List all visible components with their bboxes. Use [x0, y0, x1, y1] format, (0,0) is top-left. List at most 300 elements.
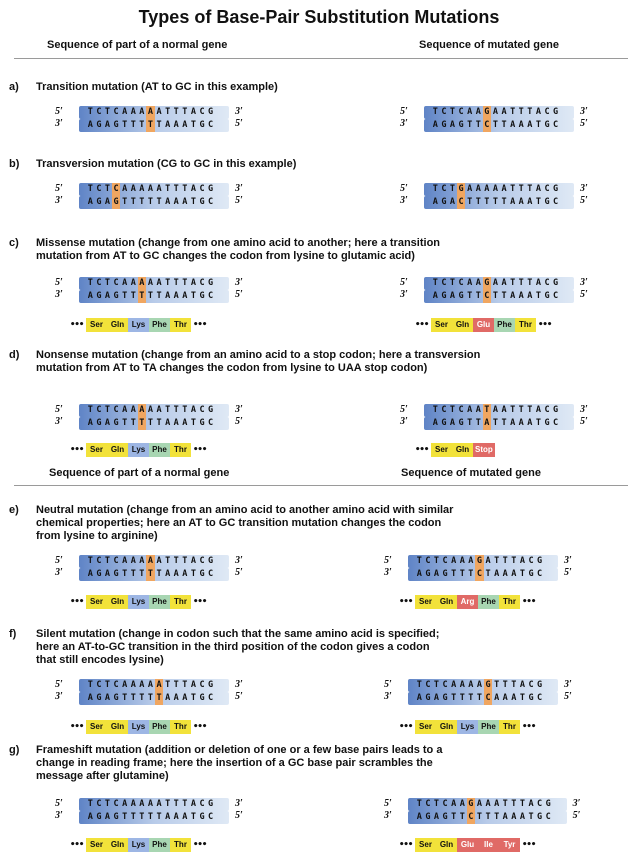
base: G	[442, 569, 448, 579]
base: A	[494, 693, 500, 703]
base: A	[173, 120, 179, 130]
base: T	[459, 693, 465, 703]
base: A	[475, 405, 481, 415]
base: T	[511, 556, 517, 566]
normal-dna-pair	[55, 679, 275, 705]
base: A	[165, 120, 171, 130]
base: T	[476, 693, 483, 703]
amino-acid-thr: Thr	[515, 318, 536, 332]
base: T	[519, 799, 525, 809]
base: C	[96, 556, 102, 566]
base: G	[113, 418, 119, 428]
base: A	[190, 184, 196, 194]
base: T	[104, 184, 111, 194]
three-prime-label: 3′	[564, 679, 572, 690]
five-prime-label: 5′	[400, 183, 408, 194]
base: C	[553, 418, 559, 428]
base: G	[528, 693, 534, 703]
base: T	[467, 291, 473, 301]
ellipsis-dots: •••	[70, 597, 84, 607]
base: A	[485, 799, 491, 809]
base: A	[182, 418, 188, 428]
amino-acid-lys: Lys	[128, 595, 149, 609]
base: A	[485, 556, 491, 566]
base: G	[544, 120, 550, 130]
base: G	[113, 569, 119, 579]
base: G	[553, 405, 559, 415]
base: T	[182, 278, 188, 288]
base: T	[182, 107, 188, 117]
ellipsis-dots: •••	[538, 320, 552, 330]
amino-acid-gln: Gln	[107, 595, 128, 609]
base: T	[432, 405, 438, 415]
mutated-dna-pair	[384, 798, 604, 824]
ellipsis-dots: •••	[522, 597, 536, 607]
base: A	[87, 197, 93, 207]
base: A	[104, 197, 111, 207]
base: G	[199, 197, 205, 207]
base: A	[459, 799, 465, 809]
base: G	[441, 120, 447, 130]
base: C	[199, 184, 205, 194]
base: A	[527, 120, 533, 130]
base: A	[510, 197, 516, 207]
base: T	[492, 418, 499, 428]
base: T	[130, 569, 136, 579]
base: A	[190, 405, 196, 415]
base: C	[553, 120, 559, 130]
base: A	[433, 693, 440, 703]
base: A	[502, 812, 508, 822]
base: G	[113, 693, 119, 703]
base: C	[441, 107, 447, 117]
base: T	[484, 197, 490, 207]
base: T	[476, 812, 483, 822]
base: T	[87, 405, 93, 415]
base: G	[199, 693, 205, 703]
five-prime-label: 5′	[580, 118, 588, 129]
base: T	[156, 197, 162, 207]
base: T	[451, 693, 457, 703]
three-prime-label: 3′	[572, 798, 581, 809]
base: A	[104, 291, 111, 301]
five-prime-label: 5′	[580, 195, 588, 206]
base: G	[96, 197, 102, 207]
amino-acid-phe: Phe	[149, 318, 170, 332]
base: T	[122, 812, 128, 822]
base: T	[87, 278, 93, 288]
base: T	[475, 291, 481, 301]
base: A	[518, 197, 524, 207]
normal-protein	[70, 318, 209, 332]
section-heading: Neutral mutation (change from an amino acid to another amino acid with similar chemical properties; here an AT to GC transition mutation changes the codon from lysine to arginine)	[36, 504, 454, 542]
top-strand	[79, 404, 229, 417]
five-prime-label: 5′	[55, 106, 63, 117]
base: T	[535, 291, 541, 301]
amino-acid-ser: Ser	[415, 595, 436, 609]
base: G	[485, 680, 491, 690]
amino-acid-gln: Gln	[436, 595, 457, 609]
amino-acid-phe: Phe	[494, 318, 515, 332]
bottom-strand	[79, 119, 229, 132]
base: T	[165, 556, 171, 566]
base: G	[113, 120, 119, 130]
section-letter: b)	[9, 158, 20, 170]
normal-protein	[70, 443, 209, 457]
base: C	[113, 184, 119, 194]
base: T	[494, 556, 500, 566]
base: A	[147, 278, 154, 288]
base: C	[442, 799, 448, 809]
three-prime-label: 3′	[580, 106, 588, 117]
base: A	[475, 184, 481, 194]
base: T	[433, 556, 440, 566]
ellipsis-dots: •••	[193, 320, 207, 330]
base: G	[545, 799, 551, 809]
base: A	[451, 680, 457, 690]
three-prime-label: 3′	[235, 679, 243, 690]
base: T	[147, 569, 154, 579]
base: A	[182, 120, 188, 130]
base: C	[544, 107, 550, 117]
amino-acid-thr: Thr	[170, 318, 191, 332]
base: T	[433, 680, 440, 690]
base: T	[173, 799, 179, 809]
base: T	[527, 107, 533, 117]
base: T	[139, 812, 145, 822]
base: A	[173, 569, 179, 579]
base: A	[173, 418, 179, 428]
base: A	[468, 680, 474, 690]
base: T	[190, 197, 196, 207]
normal-dna-pair	[55, 277, 275, 303]
base: C	[208, 693, 214, 703]
base: T	[528, 812, 534, 822]
base: T	[459, 569, 465, 579]
base: A	[165, 197, 171, 207]
base: A	[190, 556, 196, 566]
amino-acid-lys: Lys	[457, 720, 478, 734]
base: T	[139, 569, 145, 579]
base: T	[122, 569, 128, 579]
section-letter: c)	[9, 237, 19, 249]
three-prime-label: 3′	[235, 106, 243, 117]
base: G	[484, 278, 490, 288]
base: A	[449, 197, 456, 207]
base: A	[527, 418, 533, 428]
five-prime-label: 5′	[400, 106, 408, 117]
base: T	[130, 291, 136, 301]
base: T	[433, 799, 440, 809]
base: A	[182, 812, 188, 822]
base: A	[190, 799, 196, 809]
five-prime-label: 5′	[384, 798, 392, 809]
base: T	[156, 120, 162, 130]
base: A	[519, 680, 525, 690]
base: T	[104, 799, 111, 809]
base: T	[139, 197, 145, 207]
base: T	[182, 556, 188, 566]
base: C	[458, 107, 464, 117]
base: A	[156, 405, 162, 415]
base: T	[518, 278, 524, 288]
base: A	[501, 405, 507, 415]
base: G	[199, 812, 205, 822]
mutated-dna-pair	[400, 183, 620, 209]
normal-dna-pair	[55, 555, 275, 581]
base: T	[147, 197, 154, 207]
base: C	[113, 556, 119, 566]
three-prime-label: 3′	[235, 404, 243, 415]
base: G	[425, 569, 431, 579]
bottom-strand	[79, 417, 229, 430]
base: A	[510, 120, 516, 130]
amino-acid-glu: Glu	[473, 318, 494, 332]
base: C	[96, 184, 102, 194]
base: A	[518, 120, 524, 130]
base: A	[535, 184, 541, 194]
base: T	[104, 556, 111, 566]
five-prime-label: 5′	[580, 416, 588, 427]
three-prime-label: 3′	[564, 555, 572, 566]
amino-acid-lys: Lys	[128, 318, 149, 332]
base: G	[544, 291, 550, 301]
middle-divider	[14, 485, 628, 486]
base: T	[502, 799, 508, 809]
base: A	[130, 556, 136, 566]
amino-acid-phe: Phe	[149, 595, 170, 609]
base: A	[527, 197, 533, 207]
base: T	[147, 693, 154, 703]
base: G	[468, 799, 474, 809]
base: A	[492, 184, 499, 194]
base: C	[484, 291, 490, 301]
three-prime-label: 3′	[55, 567, 63, 578]
section-heading: Frameshift mutation (addition or deletion of one or a few base pairs leads to a change in reading frame; here the insertion of a GC base pair scrambles the message after glutamine)	[36, 744, 443, 782]
base: A	[467, 107, 473, 117]
top-strand	[408, 798, 567, 811]
mutated-protein	[415, 443, 495, 457]
base: G	[528, 569, 534, 579]
base: A	[139, 107, 145, 117]
base: C	[537, 569, 543, 579]
base: A	[494, 799, 500, 809]
amino-acid-thr: Thr	[170, 443, 191, 457]
header-mutated: Sequence of mutated gene	[419, 39, 559, 51]
mutated-dna-pair	[384, 679, 604, 705]
base: C	[553, 291, 559, 301]
base: T	[502, 680, 508, 690]
base: C	[199, 799, 205, 809]
base: A	[449, 418, 456, 428]
five-prime-label: 5′	[55, 555, 63, 566]
base: G	[442, 693, 448, 703]
base: T	[451, 812, 457, 822]
normal-protein	[70, 595, 209, 609]
amino-acid-gln: Gln	[436, 720, 457, 734]
bottom-strand	[79, 692, 229, 705]
amino-acid-stop: Stop	[473, 443, 495, 457]
base: T	[510, 107, 516, 117]
base: T	[182, 799, 188, 809]
base: T	[130, 693, 136, 703]
base: G	[96, 812, 102, 822]
base: A	[432, 291, 438, 301]
base: T	[485, 569, 491, 579]
base: A	[165, 291, 171, 301]
base: C	[96, 278, 102, 288]
three-prime-label: 3′	[400, 289, 408, 300]
base: T	[165, 405, 171, 415]
base: A	[467, 405, 473, 415]
base: A	[87, 693, 93, 703]
three-prime-label: 3′	[55, 118, 63, 129]
base: T	[502, 556, 508, 566]
amino-acid-tyr: Tyr	[499, 838, 520, 852]
base: T	[182, 680, 188, 690]
base: G	[425, 812, 431, 822]
base: T	[449, 184, 456, 194]
base: G	[458, 291, 464, 301]
base: A	[519, 812, 525, 822]
base: T	[467, 418, 473, 428]
normal-protein	[70, 720, 209, 734]
base: T	[190, 812, 196, 822]
base: T	[467, 197, 473, 207]
base: G	[208, 107, 214, 117]
base: C	[528, 556, 534, 566]
base: A	[130, 107, 136, 117]
top-strand	[408, 679, 558, 692]
bottom-strand	[79, 196, 229, 209]
section-letter: d)	[9, 349, 20, 361]
amino-acid-ser: Ser	[86, 838, 107, 852]
base: T	[173, 278, 179, 288]
base: G	[96, 693, 102, 703]
three-prime-label: 3′	[235, 183, 243, 194]
base: A	[511, 693, 517, 703]
three-prime-label: 3′	[55, 416, 63, 427]
base: A	[501, 278, 507, 288]
base: A	[156, 799, 162, 809]
base: T	[190, 120, 196, 130]
amino-acid-glu: Glu	[457, 838, 478, 852]
base: C	[544, 184, 550, 194]
section-letter: e)	[9, 504, 19, 516]
normal-dna-pair	[55, 798, 275, 824]
bottom-strand	[408, 568, 558, 581]
base: A	[122, 184, 128, 194]
base: T	[104, 278, 111, 288]
base: G	[476, 556, 483, 566]
amino-acid-gln: Gln	[107, 318, 128, 332]
base: T	[165, 278, 171, 288]
top-strand	[79, 798, 229, 811]
base: T	[475, 197, 481, 207]
ellipsis-dots: •••	[399, 597, 413, 607]
base: T	[139, 291, 145, 301]
base: C	[544, 405, 550, 415]
base: T	[130, 418, 136, 428]
three-prime-label: 3′	[235, 798, 243, 809]
base: A	[104, 693, 111, 703]
base: A	[527, 291, 533, 301]
base: A	[494, 569, 500, 579]
five-prime-label: 5′	[235, 289, 243, 300]
base: A	[147, 107, 154, 117]
base: T	[156, 812, 162, 822]
base: G	[442, 812, 448, 822]
base: T	[147, 291, 154, 301]
bottom-strand	[408, 692, 558, 705]
base: G	[208, 556, 214, 566]
header-mutated-2: Sequence of mutated gene	[401, 467, 541, 479]
section-letter: a)	[9, 81, 19, 93]
ellipsis-dots: •••	[399, 722, 413, 732]
mutated-dna-pair	[400, 106, 620, 132]
base: A	[492, 405, 499, 415]
base: T	[432, 184, 438, 194]
base: T	[104, 107, 111, 117]
base: C	[208, 812, 214, 822]
base: T	[190, 291, 196, 301]
three-prime-label: 3′	[580, 404, 588, 415]
mutated-protein	[415, 318, 554, 332]
base: T	[182, 184, 188, 194]
base: A	[432, 120, 438, 130]
base: A	[122, 556, 128, 566]
ellipsis-dots: •••	[399, 840, 413, 850]
base: G	[553, 278, 559, 288]
base: C	[208, 120, 214, 130]
three-prime-label: 3′	[400, 118, 408, 129]
base: G	[458, 120, 464, 130]
base: C	[545, 812, 551, 822]
base: T	[535, 120, 541, 130]
base: A	[182, 197, 188, 207]
amino-acid-thr: Thr	[499, 595, 520, 609]
base: T	[527, 184, 533, 194]
five-prime-label: 5′	[55, 679, 63, 690]
three-prime-label: 3′	[400, 195, 408, 206]
base: T	[527, 278, 533, 288]
five-prime-label: 5′	[572, 810, 581, 821]
base: A	[492, 278, 499, 288]
base: C	[208, 291, 214, 301]
base: T	[173, 405, 179, 415]
base: A	[139, 680, 145, 690]
base: A	[139, 278, 145, 288]
base: A	[416, 812, 422, 822]
amino-acid-ser: Ser	[86, 443, 107, 457]
base: G	[425, 693, 431, 703]
five-prime-label: 5′	[384, 679, 392, 690]
base: A	[511, 569, 517, 579]
base: C	[113, 405, 119, 415]
base: C	[537, 693, 543, 703]
section-heading: Missense mutation (change from one amino acid to another; here a transition mutation from AT to GC changes the codon from lysine to glutamic acid)	[36, 237, 441, 262]
base: G	[458, 418, 464, 428]
base: T	[147, 418, 154, 428]
base: A	[502, 569, 508, 579]
base: A	[139, 184, 145, 194]
base: C	[425, 799, 431, 809]
base: C	[199, 107, 205, 117]
ellipsis-dots: •••	[193, 445, 207, 455]
base: A	[147, 405, 154, 415]
base: A	[501, 107, 507, 117]
base: A	[122, 799, 128, 809]
